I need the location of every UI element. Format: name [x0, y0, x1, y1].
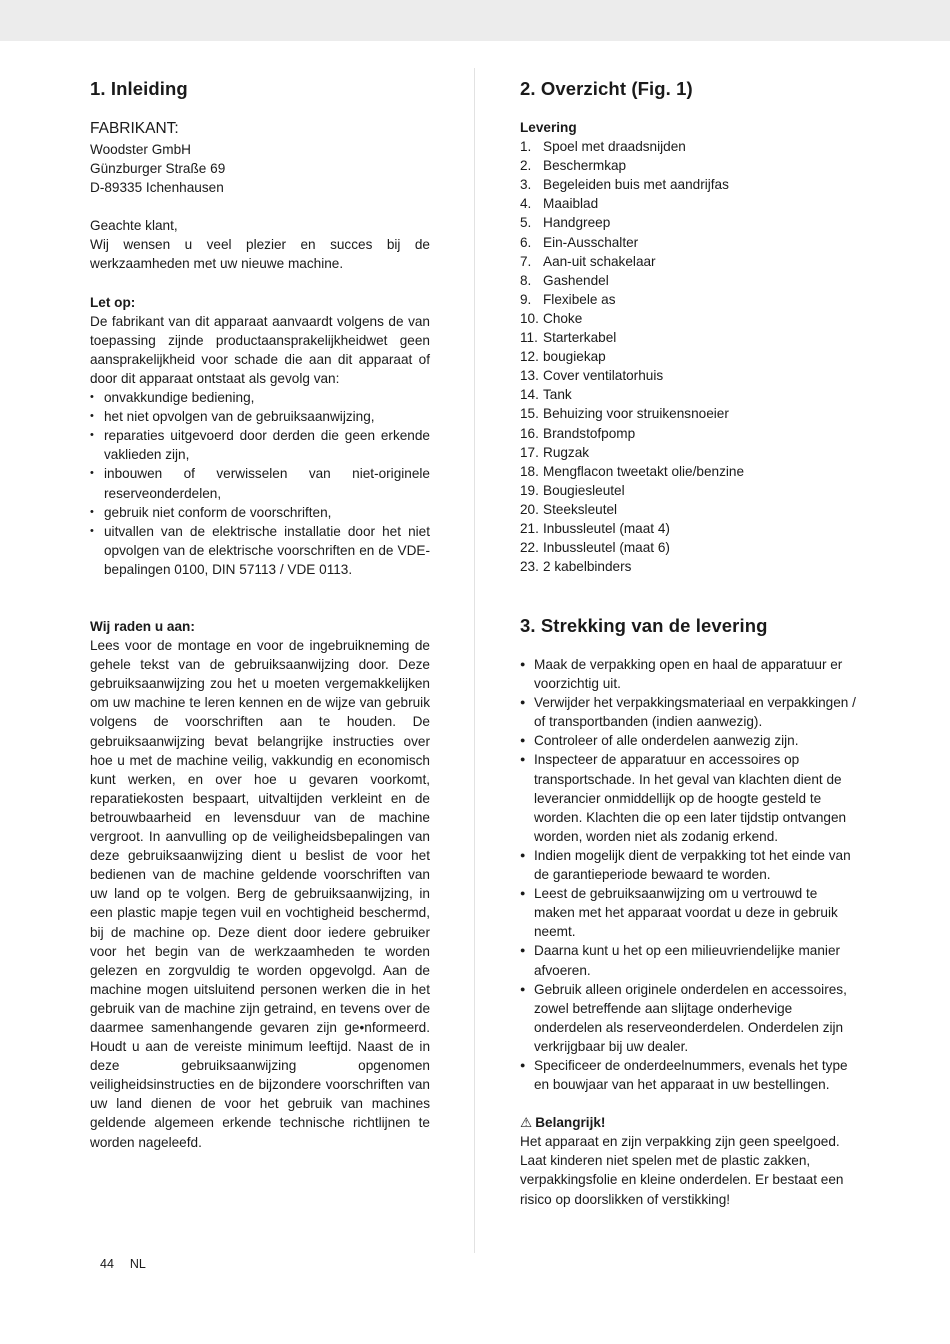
list-item: • reparaties uitgevoerd door derden die geen erkende vaklieden zijn, — [90, 426, 430, 464]
parts-list-item — [520, 347, 860, 366]
item-label: Ein-Ausschalter — [543, 234, 639, 250]
item-label: Begeleiden buis met aandrijfas — [543, 177, 729, 193]
parts-list-item — [520, 213, 860, 232]
item-label: bougiekap — [543, 349, 606, 365]
list-item: ● Leest de gebruiksaanwijzing om u vertrouwd te maken met het apparaat voordat u deze in gebruik neemt. — [520, 884, 860, 941]
item-number: 2. — [520, 158, 532, 174]
item-number: 8. — [520, 272, 532, 288]
address-line-2: Günzburger Straße 69 — [90, 161, 226, 177]
advice-title: Wij raden u aan: — [90, 619, 195, 634]
parts-list-item — [520, 175, 860, 194]
list-item: • uitvallen van de elektrische installatie door het niet opvolgen van de elektrische voorschriften en de VDE-bepalingen 0100, DIN 57113 / VDE 0113. — [90, 522, 430, 579]
item-number: 17. — [520, 444, 539, 460]
list-item: ● Indien mogelijk dient de verpakking tot het einde van de garantieperiode bewaard te worden. — [520, 846, 860, 884]
address-line-3: D-89335 Ichenhausen — [90, 180, 224, 196]
item-label: Starterkabel — [543, 330, 617, 346]
list-item: • gebruik niet conform de voorschriften, — [90, 503, 430, 522]
item-number: 1. — [520, 139, 532, 155]
parts-list-item — [520, 328, 860, 347]
parts-list-item — [520, 194, 860, 213]
item-label: Flexibele as — [543, 291, 616, 307]
item-label: Inbussleutel (maat 6) — [543, 540, 670, 556]
item-number: 12. — [520, 349, 539, 365]
list-item: ● Verwijder het verpakkingsmateriaal en verpakkingen / of transportbanden (indien aanwezig). — [520, 693, 860, 731]
language-code: NL — [129, 1257, 146, 1271]
item-number: 13. — [520, 368, 539, 384]
parts-list-item — [520, 538, 860, 557]
item-label: Tank — [543, 387, 572, 403]
parts-list-item — [520, 233, 860, 252]
item-label: Spoel met draadsnijden — [543, 139, 686, 155]
greeting: Geachte klant, — [90, 218, 178, 234]
list-item: ● Daarna kunt u het op een milieuvriendelijke manier afvoeren. — [520, 941, 860, 979]
parts-list-item — [520, 290, 860, 309]
letop-title: Let op: — [90, 294, 136, 310]
item-label: Handgreep — [543, 215, 611, 231]
list-item: ● Maak de verpakking open en haal de apparatuur er voorzichtig uit. — [520, 655, 860, 693]
important-title: Belangrijk! — [535, 1115, 606, 1131]
item-number: 14. — [520, 387, 539, 403]
item-number: 6. — [520, 234, 532, 250]
parts-list-item — [520, 252, 860, 271]
parts-list-item — [520, 366, 860, 385]
item-label: Gashendel — [543, 272, 609, 288]
parts-list-item — [520, 137, 860, 156]
item-label: Bougiesleutel — [543, 482, 625, 498]
page-number: 44 — [100, 1257, 114, 1271]
page-footer — [100, 1257, 146, 1271]
parts-list-item — [520, 443, 860, 462]
parts-list-item — [520, 519, 860, 538]
welcome-text: Wij wensen u veel plezier en succes bij de werkzaamheden met uw nieuwe machine. — [90, 237, 430, 272]
item-label: Choke — [543, 310, 583, 326]
item-number: 7. — [520, 253, 532, 269]
item-number: 3. — [520, 177, 532, 193]
list-item: ● Controleer of alle onderdelen aanwezig zijn. — [520, 731, 860, 750]
item-label: Brandstofpomp — [543, 425, 636, 441]
item-label: Behuizing voor struikensnoeier — [543, 406, 729, 422]
parts-list-item — [520, 462, 860, 481]
section-2-title: 2. Overzicht (Fig. 1) — [520, 78, 693, 99]
item-number: 21. — [520, 520, 539, 536]
item-label: Maaiblad — [543, 196, 599, 212]
important-text: Het apparaat en zijn verpakking zijn geen speelgoed. Laat kinderen niet spelen met de plastic zakken, verpakkingsfolie en kleine onderdelen. Er bestaat een risico op doorslikken of verstikking! — [520, 1134, 844, 1207]
list-item: ● Specificeer de onderdeelnummers, evenals het type en bouwjaar van het apparaat in uw bestellingen. — [520, 1056, 860, 1094]
parts-list-item — [520, 500, 860, 519]
item-number: 18. — [520, 463, 539, 479]
item-number: 15. — [520, 406, 539, 422]
item-label: Cover ventilatorhuis — [543, 368, 664, 384]
parts-list-item — [520, 424, 860, 443]
parts-list-item — [520, 385, 860, 404]
parts-list-item — [520, 481, 860, 500]
item-label: Beschermkap — [543, 158, 627, 174]
item-number: 16. — [520, 425, 539, 441]
letop-text: De fabrikant van dit apparaat aanvaardt volgens de van toepassing zijnde productaansprakelijkheidwet geen aansprakelijkheid voor schade die aan dit apparaat of door dit apparaat ontstaat als gevolg van: — [90, 313, 430, 386]
item-number: 23. — [520, 559, 539, 575]
scope-of-delivery-block — [520, 613, 860, 1209]
parts-list-item — [520, 156, 860, 175]
item-label: Steeksleutel — [543, 501, 618, 517]
item-label: Rugzak — [543, 444, 590, 460]
manufacturer-label: FABRIKANT: — [90, 120, 179, 137]
column-divider — [474, 68, 475, 1253]
advice-text: Lees voor de montage en voor de ingebruikneming de gehele tekst van de gebruiksaanwijzing door. Deze gebruiksaanwijzing zou het u moeten vergemakkelijken om uw machine te leren kennen en de wijze van gebruik volgens de voorschriften aan te houden. De gebruiksaanwijzing bevat belangrijke instructies over hoe u met de machine veilig, vakkundig en economisch kunt werken, en over hoe u gevaren voorkomt, reparatiekosten bespaart, uitvaltijden verkleint en de betrouwbaarheid en levensduur van de machine vergroot. In aanvulling op de veiligheidsbepalingen van deze gebruiksaanwijzing dient u beslist de voor het bedienen van de machine geldende voorschriften van uw land op te volgen. Berg de gebruiksaanwijzing, in een plastic mapje tegen vuil en vochtigheid beschermd, bij de machine op. Deze dient door iedere gebruiker voor het begin van de werkzaamheden te worden gelezen en zorgvuldig te worden opgevolgd. Aan de machine mogen uitsluitend personen werken die in het gebruik van de machine zijn getraind, en tevens over de daarmee samenhangende gevaren zijn ge•nformeerd. Houdt u aan de vereiste minimum leeftijd. Naast de in deze gebruiksaanwijzing opgenomen veiligheidsinstructies en de bijzondere voorschriften van uw land dienen de voor het gebruik van machines geldende algemeen erkende technische richtlijnen te worden nageleefd. — [90, 638, 430, 1150]
scope-list — [520, 655, 860, 1094]
list-item: • inbouwen of verwisselen van niet-originele reserveonderdelen, — [90, 464, 430, 502]
section-3-title: 3. Strekking van de levering — [520, 615, 768, 636]
item-number: 9. — [520, 291, 532, 307]
parts-list-item — [520, 404, 860, 423]
letop-list — [90, 388, 430, 579]
item-label: Inbussleutel (maat 4) — [543, 520, 670, 536]
section-1-title: 1. Inleiding — [90, 78, 188, 99]
left-column — [90, 76, 430, 579]
advice-block — [90, 617, 430, 1152]
list-item: • onvakkundige bediening, — [90, 388, 430, 407]
warning-triangle-icon: ⚠ — [520, 1115, 533, 1131]
item-number: 10. — [520, 310, 539, 326]
delivery-label: Levering — [520, 120, 577, 135]
parts-list-item — [520, 271, 860, 290]
item-label: Aan-uit schakelaar — [543, 253, 656, 269]
parts-list-item — [520, 557, 860, 576]
list-item: ● Inspecteer de apparatuur en accessoires op transportschade. In het geval van klachten dient de leverancier onmiddellijk op de hoogte gesteld te worden. Klachten die op een later tijdstip ontvangen worden, worden niet als zodanig erkend. — [520, 750, 860, 845]
address-line-1: Woodster GmbH — [90, 142, 191, 157]
top-bar — [0, 0, 950, 41]
item-label: 2 kabelbinders — [543, 559, 632, 575]
right-column — [520, 76, 860, 576]
item-number: 20. — [520, 501, 539, 517]
parts-list-item — [520, 309, 860, 328]
item-number: 5. — [520, 215, 532, 231]
item-number: 19. — [520, 482, 539, 498]
list-item: • het niet opvolgen van de gebruiksaanwijzing, — [90, 407, 430, 426]
item-number: 22. — [520, 540, 539, 556]
list-item: ● Gebruik alleen originele onderdelen en accessoires, zowel betreffende aan slijtage onderhevige onderdelen als reserveonderdelen. Onderdelen zijn verkrijgbaar bij uw dealer. — [520, 980, 860, 1056]
item-label: Mengflacon tweetakt olie/benzine — [543, 463, 745, 479]
parts-list — [520, 137, 860, 576]
item-number: 4. — [520, 196, 532, 212]
important-heading — [520, 1113, 860, 1132]
item-number: 11. — [520, 330, 538, 346]
